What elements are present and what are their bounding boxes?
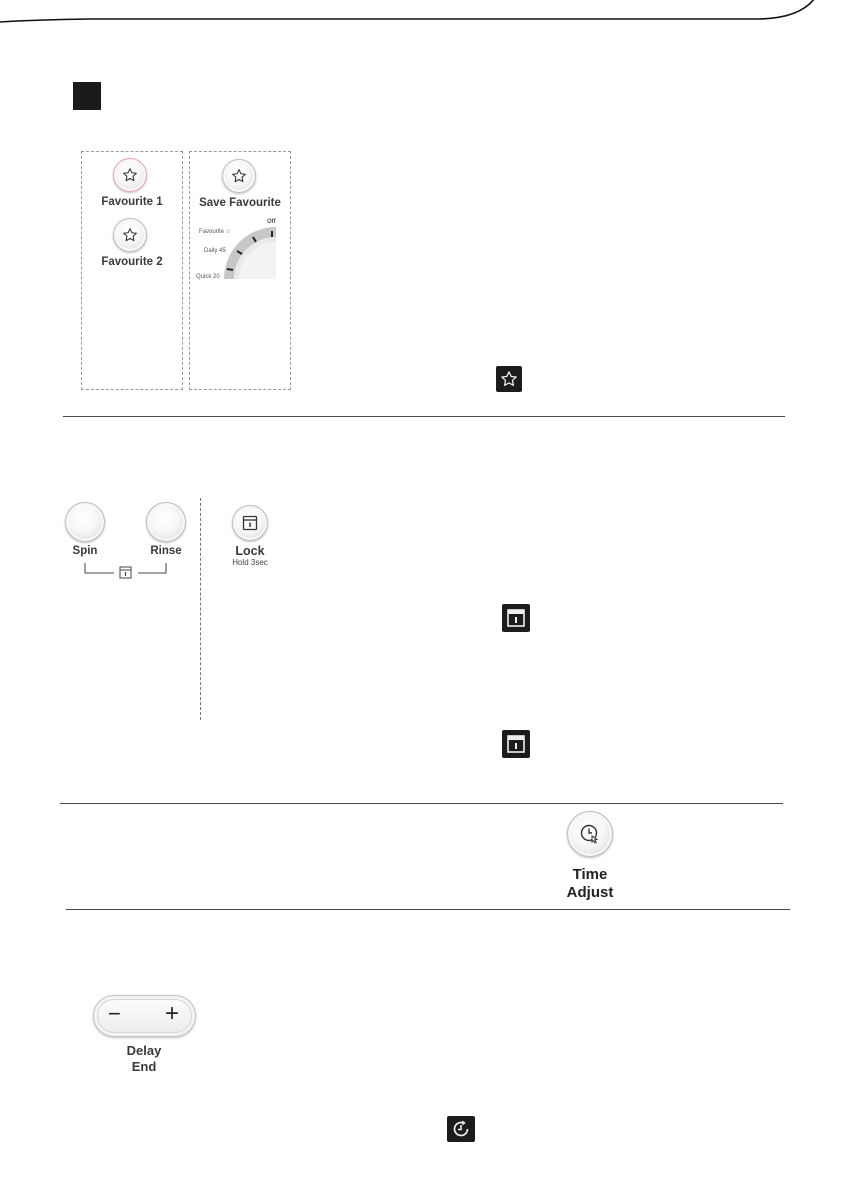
dial-label-daily-45: Daily 45 — [204, 248, 226, 254]
star-icon — [122, 227, 138, 243]
lock-symbol-icon — [502, 604, 530, 632]
spin-label: Spin — [72, 545, 98, 557]
clock-arrow-icon — [447, 1116, 475, 1142]
section-divider-2 — [60, 803, 783, 804]
page-edge-curve — [0, 0, 842, 28]
star-symbol-icon — [496, 366, 522, 392]
lock-button[interactable] — [232, 505, 268, 541]
lock-symbol-icon — [502, 730, 530, 758]
delay-end-label-line1: Delay — [126, 1043, 162, 1058]
delay-end-label-line2: End — [131, 1059, 157, 1074]
dial-label-quick-20: Quick 20 — [196, 274, 220, 280]
save-favourite-button[interactable] — [222, 159, 256, 193]
time-adjust-label-line1: Time — [572, 866, 608, 883]
section-divider-3 — [66, 909, 790, 910]
save-favourite-label: Save Favourite — [199, 197, 281, 209]
lock-hint: Hold 3sec — [232, 558, 268, 567]
dial-label-favourite: Favourite ☆ — [199, 229, 232, 235]
favourite-2-label: Favourite 2 — [101, 256, 163, 268]
time-adjust-label-line2: Adjust — [566, 884, 614, 901]
section-divider-1 — [63, 416, 785, 417]
lock-icon — [242, 515, 258, 531]
rinse-label: Rinse — [150, 545, 182, 557]
lock-section-dashed-divider — [200, 498, 201, 720]
rinse-button[interactable] — [146, 502, 186, 542]
clock-hand-icon — [579, 823, 601, 845]
star-icon — [231, 168, 247, 184]
dial-label-off: Off — [267, 219, 276, 225]
favourite-1-button[interactable] — [113, 158, 147, 192]
spin-button[interactable] — [65, 502, 105, 542]
delay-end-minus[interactable]: − — [108, 1001, 121, 1026]
time-adjust-button[interactable] — [567, 811, 613, 857]
lock-label: Lock — [235, 544, 265, 558]
section-marker — [73, 82, 101, 110]
star-icon — [122, 167, 138, 183]
delay-end-plus[interactable]: + — [165, 1000, 180, 1027]
favourite-1-label: Favourite 1 — [101, 196, 163, 208]
favourite-2-button[interactable] — [113, 218, 147, 252]
child-lock-bracket — [84, 563, 168, 579]
